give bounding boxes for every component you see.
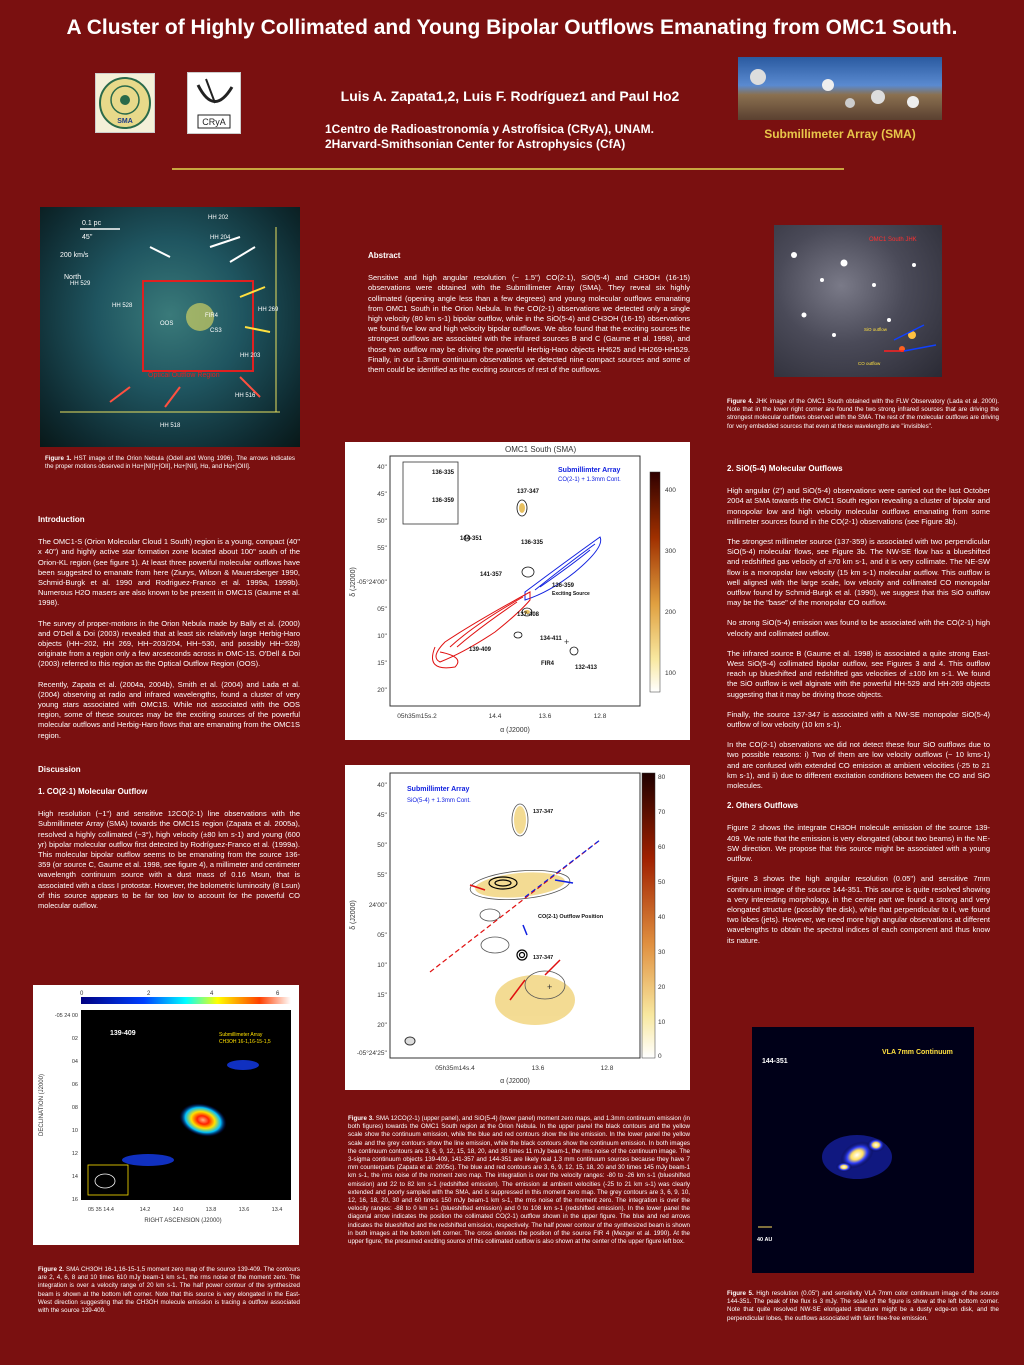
fig3-lower-ylabel: δ (J2000) xyxy=(350,900,357,930)
fig3-lower-source: 137-347 xyxy=(533,809,554,815)
introduction-paragraph: Recently, Zapata et al. (2004a, 2004b), Smith et al. (2004) and Lada et al. (2004) observing at radio and infrared wavelengths, found a cluster of very young stars associated with OMC1S. While not associated with the OOS region, some of these sources may be the exciting sources of the powerful molecular outflows and Herbig-Haro flows that are emanating from the OMC1S region. xyxy=(38,679,300,740)
fig1-label: HH 202 xyxy=(208,215,229,221)
fig3-lower-xtick: 12.8 xyxy=(600,1065,614,1072)
fig2-ytick: 12 xyxy=(71,1151,78,1157)
fig1-label: 200 km/s xyxy=(60,252,89,259)
fig3-upper-colorbar xyxy=(650,472,660,692)
figure-4-caption-text: JHK image of the OMC1 South obtained with the FLW Observatory (Lada et al. 2000). Note that in the lower right corner are found the two strong infrared sources that are driving the strongest molecular outflows observed with the SMA. The rest of the molecular outflows are driving for very embedded sources that even at these wavelengths are "invisibles". xyxy=(727,398,999,430)
fig3-lower-ytick: 24'00'' xyxy=(368,902,387,909)
fig2-ytick: 10 xyxy=(71,1128,78,1134)
figure-5-caption-text: High resolution (0.05") and sensitivity VLA 7mm color continuum image of the source 144-351. The peak of the flux is 3 mJy. The scale of the figure is show at the left bottom corner. Note that quite resolved NW-SE elongated structure might be a dusty edge-on disk, and the perpendicular lobes, the outflows associated with faint free-free emission. xyxy=(727,1290,999,1322)
fig3-lower-cbar-tick: 10 xyxy=(658,1019,666,1026)
crya-logo xyxy=(187,72,241,134)
fig3-upper-ytick: 50'' xyxy=(377,518,387,525)
affiliation-cfa: 2Harvard-Smithsonian Center for Astrophysics (CfA) xyxy=(325,137,626,151)
fig3-upper-source: Exciting Source xyxy=(552,591,590,597)
fig1-label: 45'' xyxy=(82,234,93,241)
figure-3-caption-text: SMA 12CO(2-1) (upper panel), and SiO(5-4) (lower panel) moment zero maps, and 1.3mm continuum emission (in both figures) towards the OMC1 South region at the Orion Nebula. In the upper panel the black contours and the yellow scale show the continuum emission, while the blue and red contours show the line emission. In the lower panel the yellow scale and the grey contours show the line emission, while the black contours show the continuum emission. In both images the continuum contours are 3, 6, 9, 12, 15, 18, 20, and 30 times 11 mJy beam-1, the rms noise of the continuum image. The 3-sigma continuum objects 139-409, 141-357 and 144-351 are likely real 1.3 mm continuum sources because they have 7 mm counterparts (Zapata et al. 2005c). The blue and red contours are 3, 6, 9, 12, 15, 18, 20 and 30 times 145 mJy beam-1 km s-1, the rms noise of the moment zero map. The integration is over the velocity ranges: -80 to -26 km s-1 (blueshifted emission) and 22 to 82 km s-1 (redshifted emission). The emission at ambient velocities (-25 to 21 km s-1) was clearly extended and poorly sampled with the SMA, and is suppressed in this moment zero map. The grey contours are 3, 6, 9, 10, 12, 16, 18, 20, 30 and 60 times 150 mJy beam-1 km s-1, the rms noise of the moment zero. The integration is over the velocity ranges: -88 to 0 km s-1 (blueshifted emission) and 0 to 108 km s-1 (redshifted emission). In the lower panel the diagonal arrow indicates the position the collimated CO(2-1) outflow shown in the upper figure. The blue and red arrows indicates the blueshifted and the redshifted emission, respectively. The half power contour of the synthesized beam is shown in both images at the bottom left corner. The cross denotes the position of the source FIR 4 (Mezger et al. 1990). At the upper figure, the presumed exciting source of this collimated outflow is also shown at the center of the upper figure left box. xyxy=(348,1115,690,1246)
fig3-lower-ytick: 10'' xyxy=(377,962,387,969)
fig2-legend: CH3OH 16-1,16-15-1,5 xyxy=(219,1039,271,1045)
sio-paragraph: Finally, the source 137-347 is associated with a NW-SE monopolar SiO(5-4) outflow of low velocity (10 km s-1). xyxy=(727,709,990,730)
fig2-legend: Submillimeter Array xyxy=(219,1032,263,1038)
others-paragraph: Figure 2 shows the integrate CH3OH molecule emission of the source 139-409. We note that the emission is very elongated (about two beams) in the NE-SW direction. We propose that this source might be associated with a young outflow. xyxy=(727,823,990,864)
fig3-upper-cbar-tick: 400 xyxy=(665,487,676,494)
fig2-xtick: 13.4 xyxy=(271,1207,283,1213)
fig3-upper-legend: Submillimter Array xyxy=(558,467,621,474)
fig3-lower-cbar-tick: 30 xyxy=(658,949,666,956)
figure-1-caption-label: Figure 1. xyxy=(45,455,72,462)
fig2-cbar-tick: 2 xyxy=(147,991,151,997)
fig2-ytick: 04 xyxy=(71,1059,78,1065)
fig3-upper-ytick: -05°24'00'' xyxy=(356,579,387,586)
abstract-section xyxy=(368,251,690,385)
fig3-lower-cbar-tick: 0 xyxy=(658,1053,662,1060)
fig2-xtick: 13.8 xyxy=(205,1207,217,1213)
fig2-ytick: 06 xyxy=(71,1082,78,1088)
figure-1-image xyxy=(40,207,300,447)
fig3-lower-xtick: 05h35m14s.4 xyxy=(435,1065,475,1072)
sio-paragraph: High angular (2") and SiO(5-4) observations were carried out the last October 2004 at SMA towards the OMC1 South region revealing a cluster of bipolar and monopolar low and high velocity molecular outflows emanating from some millimeter sources found in the CO(2-1) observations (see Figure 3b). xyxy=(727,486,990,526)
fig1-label: HH 516 xyxy=(235,393,256,399)
figure-2-image xyxy=(33,985,299,1245)
fig2-cbar-tick: 6 xyxy=(276,991,280,997)
fig2-xtick: 14.0 xyxy=(172,1207,184,1213)
fig3-lower-cbar-tick: 50 xyxy=(658,879,666,886)
header-divider xyxy=(172,168,844,170)
fig3-lower-ytick: 20'' xyxy=(377,1022,387,1029)
fig3-lower-colorbar xyxy=(642,773,655,1058)
fig1-label: HH 269 xyxy=(258,307,279,313)
fig3-upper-ylabel: δ (J2000) xyxy=(350,567,357,597)
fig1-label: HH 203 xyxy=(240,353,261,359)
fig1-label: CS3 xyxy=(210,328,222,334)
fig3-lower-cbar-tick: 60 xyxy=(658,844,666,851)
svg-text:+: + xyxy=(547,982,553,992)
fig3-lower-ytick: 40'' xyxy=(377,782,387,789)
fig2-ytick: 08 xyxy=(71,1105,78,1111)
sio-paragraph: In the CO(2-1) observations we did not detect these four SiO outflows due to two possible reasons: i) Two of them are low velocity outflows (~ 10 kms-1) and are confused with extended CO emission at ambient velocities (-25 to 21 km s-1), and ii) due to different excitation conditions between the CO and SiO molecules. xyxy=(727,740,990,791)
fig3-upper-xlabel: α (J2000) xyxy=(500,727,530,734)
fig1-label: FIR4 xyxy=(205,313,219,319)
figure-4-caption-label: Figure 4. xyxy=(727,398,754,405)
fig3-upper-source: 136-359 xyxy=(432,498,455,504)
fig3-upper-source: 144-351 xyxy=(460,536,483,542)
fig1-label: North xyxy=(64,274,82,281)
fig3-upper-source: FIR4 xyxy=(541,661,555,667)
affiliation-crya: 1Centro de Radioastronomía y Astrofísica (CRyA), UNAM. xyxy=(325,122,654,136)
fig3-lower-ytick: 15'' xyxy=(377,992,387,999)
fig4-label: SiO outflow xyxy=(864,327,888,332)
fig1-label: HH 204 xyxy=(210,235,231,241)
sio-paragraph: No strong SiO(5-4) emission was found to be associated with the CO(2-1) high velocity and collimated outflow. xyxy=(727,618,990,638)
fig3-upper-title: OMC1 South (SMA) xyxy=(505,445,577,454)
fig5-scale: 40 AU xyxy=(757,1237,773,1243)
introduction-section xyxy=(38,515,300,921)
crya-logo-text: CRyA xyxy=(202,117,226,127)
figure-2-caption-text: SMA CH3OH 16-1,16-15-1,5 moment zero map of the source 139-409. The contours are 2, 4, 6, 8 and 10 times 610 mJy beam-1 km s-1, the rms noise of the moment zero. The integration is over a velocity range of 20 km s-1. The half power contour of the synthesized beam is shown at the bottom left corner. Note that this source is very elongated in the East-West direction suggesting that the CH3OH molecule emission is tracing a outflow associated with the source 139-409. xyxy=(38,1266,300,1315)
fig3-upper-xtick: 05h35m15s.2 xyxy=(397,713,437,720)
fig3-lower-source: 137-347 xyxy=(533,955,554,961)
figure-3-caption-label: Figure 3. xyxy=(348,1115,374,1122)
fig3-lower-xtick: 13.6 xyxy=(531,1065,545,1072)
fig3-lower-ytick: 45'' xyxy=(377,812,387,819)
fig3-upper-cbar-tick: 100 xyxy=(665,670,676,677)
svg-text:+: + xyxy=(564,637,570,647)
fig3-lower-ytick: 50'' xyxy=(377,842,387,849)
fig3-upper-ytick: 20'' xyxy=(377,687,387,694)
introduction-heading: Introduction xyxy=(38,515,85,524)
fig2-ylabel: DECLINATION (J2000) xyxy=(39,1074,45,1136)
fig3-upper-source: 139-409 xyxy=(469,647,492,653)
fig3-upper-xtick: 12.8 xyxy=(593,713,607,720)
figure-2-caption-label: Figure 2. xyxy=(38,1266,65,1273)
figure-2-caption xyxy=(38,1266,300,1315)
discussion-heading: Discussion xyxy=(38,764,81,774)
abstract-text: Sensitive and high angular resolution (~ 1.5") CO(2-1), SiO(5-4) and CH3OH (16-15) observations were obtained with the Submillimeter Array (SMA). They reveal six highly collimated (opening angle less than a few degrees) and young molecular outflows emanating from OMC1 South in the Orion Nebula. In the CO(2-1) observations we detected only a single high velocity (80 km s-1) bipolar outflow, while in the SiO(5-4) and CH3OH (16-15) observations we found five low and high velocity bipolar outflows. We also found that the exciting sources the strongest outflows are associated with the infrared sources B and C (Gaume et al. 1998), and those two outflow may be driving the powerful Herbig-Haro objects HH625 and HH269-HH529. Finally, in our 1.3mm continuum observations we detected nine compact sources and some of them could be identified as the exciting sources of rest of the outflows. xyxy=(368,273,690,375)
introduction-paragraph: The survey of proper-motions in the Orion Nebula made by Bally et al. (2000) and O'Dell & Doi (2003) revealed that at least six relatively large Herbig-Haro objects (HH~202, HH 269, HH~203/204, HH~530, and possibly HH~528) originate from a region only a few arcseconds across in OMC-1S. O'Dell & Doi (2003) referred to this region as the Optical Outflow Region (OOS). xyxy=(38,618,300,669)
fig3-lower-ytick: -05°24'25'' xyxy=(356,1050,387,1057)
fig2-ytick: -05 24 00 xyxy=(54,1013,78,1019)
fig3-upper-ytick: 05'' xyxy=(377,606,387,613)
figure-5-caption-label: Figure 5. xyxy=(727,1290,754,1297)
others-paragraph: Figure 3 shows the high angular resolution (0.05") and sensitive 7mm continuum image of the source 144-351. This source is quite resolved showing a very interesting morphology, in the center part we found a strong and very elongated structure (possibly the disk), while that perpendicular to it, we found two lobes (jets). However, we need more high angular observations at different wavelengths to obtain the spectral indices of each component and thus know its nature. xyxy=(727,874,990,945)
fig3-lower-legend: SiO(5-4) + 1.3mm Cont. xyxy=(407,798,471,804)
fig3-upper-xtick: 14.4 xyxy=(488,713,502,720)
author-list: Luis A. Zapata1,2, Luis F. Rodríguez1 and Paul Ho2 xyxy=(340,88,680,104)
figure-1-caption-text: HST image of the Orion Nebula (Odell and Wong 1996). The arrows indicates the proper motions observed in Hα+[NII]+[OII], Hα+[NII], Hα, and Hα+[OIII]. xyxy=(45,455,295,471)
fig1-label: 0.1 pc xyxy=(82,220,102,227)
fig1-label: HH 528 xyxy=(112,303,133,309)
fig3-upper-ytick: 10'' xyxy=(377,633,387,640)
fig3-upper-legend: CO(2-1) + 1.3mm Cont. xyxy=(558,477,621,483)
figure-4-caption xyxy=(727,398,999,431)
fig3-lower-cbar-tick: 20 xyxy=(658,984,666,991)
fig2-ytick: 02 xyxy=(71,1036,78,1042)
sma-logo-text: SMA xyxy=(117,118,133,125)
fig2-cbar-tick: 0 xyxy=(80,991,84,997)
fig2-xtick: 05 35 14.4 xyxy=(88,1207,114,1213)
fig1-label: Optical Outflow Region xyxy=(148,372,220,379)
fig3-upper-source: 137-347 xyxy=(517,489,540,495)
fig3-lower-cbar-tick: 70 xyxy=(658,809,666,816)
right-column-text xyxy=(727,464,990,956)
fig3-upper-cbar-tick: 300 xyxy=(665,548,676,555)
figure-3-lower-map xyxy=(345,765,690,1090)
fig3-upper-ytick: 55'' xyxy=(377,545,387,552)
poster-title: A Cluster of Highly Collimated and Young Bipolar Outflows Emanating from OMC1 South. xyxy=(66,16,958,39)
sma-logo xyxy=(95,73,155,133)
fig3-upper-source: 136-335 xyxy=(432,470,455,476)
fig2-xlabel: RIGHT ASCENSION (J2000) xyxy=(144,1218,222,1224)
fig3-lower-ytick: 05'' xyxy=(377,932,387,939)
fig3-lower-ytick: 55'' xyxy=(377,872,387,879)
fig4-title: OMC1 South JHK xyxy=(869,237,917,243)
figure-5-caption xyxy=(727,1290,999,1323)
fig2-xtick: 14.2 xyxy=(139,1207,151,1213)
sma-telescope-photo xyxy=(738,57,942,120)
fig3-lower-legend: Submillimter Array xyxy=(407,786,470,793)
fig3-upper-xtick: 13.6 xyxy=(538,713,552,720)
sma-seal-icon xyxy=(96,74,154,132)
fig2-ytick: 14 xyxy=(71,1174,78,1180)
others-outflows-heading: 2. Others Outflows xyxy=(727,801,799,811)
figure-4-image xyxy=(774,225,942,377)
sio-paragraph: The infrared source B (Gaume et al. 1998) is associated a quite strong East-West SiO(5-4) collimated bipolar outflow, see Figures 3 and 4. This outflow reach up blueshifted and redshifted gas velocities of ±100 km s-1. We found the SiO outflow is well alginate with the powerful HH-529 and HH-269 objects suggesting that it may be driving those objects. xyxy=(727,648,990,699)
introduction-paragraph: The OMC1-S (Orion Molecular Cloud 1 South) region is a young, compact (40" x 40") and highly active star formation zone located about 100" south of the Orion-KL region (see figure 1). At least three powerful molecular outflows have been suggested to emanate from here (Ziurys, Wilson & Mauersberger 1990, Schmid-Burgk et al. 1990 and Rodriguez-Franco et al. 1999a, 1999b). Numerous H2O masers are also known to be present in OMC1S (Gaume et al. 1998). xyxy=(38,537,300,608)
fig3-upper-source: 132-413 xyxy=(575,665,598,671)
fig2-xtick: 13.6 xyxy=(238,1207,250,1213)
fig2-source-label: 139-409 xyxy=(110,1030,136,1037)
fig3-upper-ytick: 40'' xyxy=(377,464,387,471)
fig3-upper-ytick: 45'' xyxy=(377,491,387,498)
figure-1-caption xyxy=(45,455,295,471)
discussion-paragraph: High resolution (~1") and sensitive 12CO(2-1) line observations with the Submillimeter Array (SMA) towards the OMC1S region (Zapata et al. 2005a), resolved a highly collimated (~3°), high velocity (±80 km s-1) and young (600 yr) bipolar molecular outflow first detected by Rodríguez-Franco et al. (1999a). This molecular bipolar outflow seems to be emanating from the source 136-359 (or source C, Gaume et al. 1998, see figure 4), a millimeter and centimeter wavelength continuum source with a dust mass of 0.16 Msun, that is associated with a class I protostar. However, the bolometric luminosity (8 Lsun) of this source appears to be far too low to account for the powerful CO molecular outflow. xyxy=(38,809,300,911)
fig3-upper-source: 141-357 xyxy=(480,572,503,578)
fig1-label: HH 529 xyxy=(70,281,91,287)
sio-paragraph: The strongest millimeter source (137-359) is associated with two perpendicular SiO(5-4) molecular flows, see Figure 3b. The NW-SE flow has a blueshifted and redshifted gas velocity of ±70 km s-1, and it is very collimate. The NE-SW flow is a monopolar low velocity (15 km s-1) molecular outflow. This outflow is well aligned with the large scale, low velocity and collimated CO monopolar outflow found by Schmid-Burgk et al. (1990), we suggest that this SiO outflow may be the "base" of the monopolar CO outflow. xyxy=(727,537,990,608)
fig3-upper-source: 136-335 xyxy=(521,540,544,546)
fig3-lower-cbar-tick: 40 xyxy=(658,914,666,921)
fig3-upper-source: 137-408 xyxy=(517,612,540,618)
fig1-label: OOS xyxy=(160,321,174,327)
fig2-cbar-tick: 4 xyxy=(210,991,214,997)
fig3-lower-source: CO(2-1) Outflow Position xyxy=(538,914,604,920)
fig3-lower-xlabel: α (J2000) xyxy=(500,1078,530,1085)
crya-dish-icon xyxy=(188,73,240,133)
co-outflow-subheading: 1. CO(2-1) Molecular Outflow xyxy=(38,787,148,797)
fig4-label: CO outflow xyxy=(858,361,881,366)
fig3-upper-cbar-tick: 200 xyxy=(665,609,676,616)
fig2-ytick: 16 xyxy=(71,1197,78,1203)
fig3-lower-cbar-tick: 80 xyxy=(658,774,666,781)
fig5-title: VLA 7mm Continuum xyxy=(882,1049,953,1056)
fig3-upper-source: 136-359 xyxy=(552,583,575,589)
sio-outflows-heading: 2. SiO(5-4) Molecular Outflows xyxy=(727,464,843,473)
telescope-label: Submillimeter Array (SMA) xyxy=(764,127,916,141)
fig3-upper-ytick: 15'' xyxy=(377,660,387,667)
affiliations xyxy=(325,122,654,152)
fig1-label: HH 518 xyxy=(160,423,181,429)
fig3-upper-source: 134-411 xyxy=(540,636,562,642)
fig5-source-label: 144-351 xyxy=(762,1058,788,1065)
abstract-heading: Abstract xyxy=(368,251,401,260)
figure-3-upper-map xyxy=(345,442,690,740)
figure-5-image xyxy=(752,1027,974,1273)
figure-3-caption xyxy=(348,1115,690,1246)
